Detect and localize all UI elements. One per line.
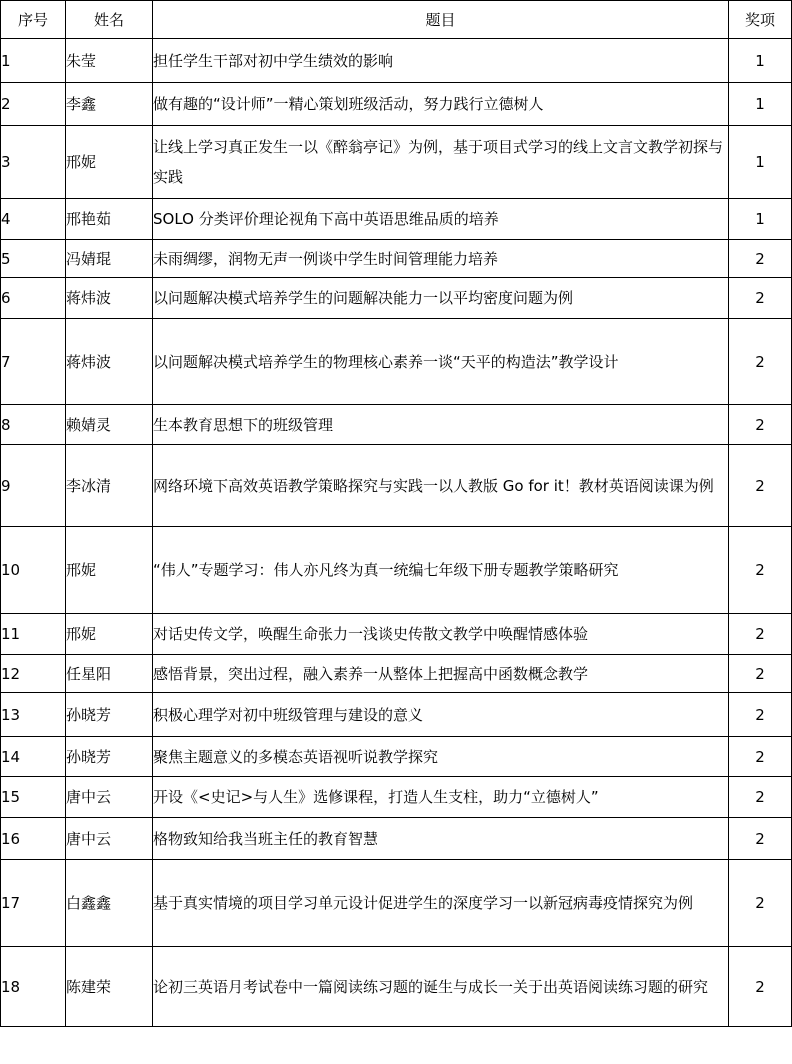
- table-row: [1, 199, 792, 240]
- table-body: [1, 39, 792, 1027]
- award-level: 1: [729, 39, 792, 83]
- row-number: 13: [1, 693, 66, 737]
- paper-title: 积极心理学对初中班级管理与建设的意义: [153, 693, 729, 737]
- paper-title: 论初三英语月考试卷中一篇阅读练习题的诞生与成长一关于出英语阅读练习题的研究: [153, 947, 729, 1027]
- author-name: 陈建荣: [66, 947, 153, 1027]
- award-level: 2: [729, 240, 792, 278]
- row-number: 6: [1, 278, 66, 319]
- paper-title: 基于真实情境的项目学习单元设计促进学生的深度学习一以新冠病毒疫情探究为例: [153, 860, 729, 947]
- paper-title: 以问题解决模式培养学生的物理核心素养一谈“天平的构造法”教学设计: [153, 319, 729, 405]
- table-row: [1, 860, 792, 947]
- author-name: 蒋炜波: [66, 319, 153, 405]
- paper-title: “伟人”专题学习：伟人亦凡终为真一统编七年级下册专题教学策略研究: [153, 527, 729, 614]
- paper-title: 感悟背景，突出过程，融入素养一从整体上把握高中函数概念教学: [153, 655, 729, 693]
- row-number: 16: [1, 818, 66, 860]
- award-level: 2: [729, 278, 792, 319]
- row-number: 11: [1, 614, 66, 655]
- paper-title: 做有趣的“设计师”一精心策划班级活动，努力践行立德树人: [153, 83, 729, 126]
- author-name: 孙晓芳: [66, 737, 153, 777]
- header-title: 题目: [153, 1, 729, 39]
- row-number: 3: [1, 126, 66, 199]
- header-no: 序号: [1, 1, 66, 39]
- paper-title: 以问题解决模式培养学生的问题解决能力一以平均密度问题为例: [153, 278, 729, 319]
- award-level: 2: [729, 614, 792, 655]
- row-number: 5: [1, 240, 66, 278]
- author-name: 唐中云: [66, 777, 153, 818]
- paper-title: 让线上学习真正发生一以《醉翁亭记》为例，基于项目式学习的线上文言文教学初探与实践: [153, 126, 729, 199]
- row-number: 15: [1, 777, 66, 818]
- header-award: 奖项: [729, 1, 792, 39]
- table-row: [1, 405, 792, 445]
- row-number: 14: [1, 737, 66, 777]
- author-name: 蒋炜波: [66, 278, 153, 319]
- row-number: 8: [1, 405, 66, 445]
- award-level: 2: [729, 777, 792, 818]
- paper-title: 生本教育思想下的班级管理: [153, 405, 729, 445]
- row-number: 17: [1, 860, 66, 947]
- author-name: 孙晓芳: [66, 693, 153, 737]
- author-name: 白鑫鑫: [66, 860, 153, 947]
- row-number: 10: [1, 527, 66, 614]
- header-name: 姓名: [66, 1, 153, 39]
- table-row: [1, 319, 792, 405]
- paper-title: 网络环境下高效英语教学策略探究与实践一以人教版 Go for it！教材英语阅读课为例: [153, 445, 729, 527]
- table-row: [1, 777, 792, 818]
- author-name: 冯婧琨: [66, 240, 153, 278]
- award-level: 2: [729, 818, 792, 860]
- paper-title: 开设《<史记>与人生》选修课程，打造人生支柱，助力“立德树人”: [153, 777, 729, 818]
- row-number: 4: [1, 199, 66, 240]
- award-level: 2: [729, 405, 792, 445]
- author-name: 邢妮: [66, 527, 153, 614]
- award-level: 2: [729, 737, 792, 777]
- author-name: 唐中云: [66, 818, 153, 860]
- award-level: 1: [729, 126, 792, 199]
- award-level: 2: [729, 527, 792, 614]
- award-level: 2: [729, 655, 792, 693]
- row-number: 7: [1, 319, 66, 405]
- header-row: [1, 1, 792, 39]
- award-level: 2: [729, 445, 792, 527]
- award-level: 1: [729, 199, 792, 240]
- award-level: 2: [729, 693, 792, 737]
- table-row: [1, 445, 792, 527]
- row-number: 18: [1, 947, 66, 1027]
- table-row: [1, 737, 792, 777]
- paper-title: 格物致知给我当班主任的教育智慧: [153, 818, 729, 860]
- author-name: 赖婧灵: [66, 405, 153, 445]
- award-level: 2: [729, 319, 792, 405]
- author-name: 邢艳茹: [66, 199, 153, 240]
- award-level: 1: [729, 83, 792, 126]
- table-row: [1, 947, 792, 1027]
- author-name: 李冰清: [66, 445, 153, 527]
- author-name: 邢妮: [66, 614, 153, 655]
- table-row: [1, 655, 792, 693]
- row-number: 12: [1, 655, 66, 693]
- award-level: 2: [729, 947, 792, 1027]
- paper-title: 未雨绸缪，润物无声一例谈中学生时间管理能力培养: [153, 240, 729, 278]
- author-name: 李鑫: [66, 83, 153, 126]
- paper-title: 聚焦主题意义的多模态英语视听说教学探究: [153, 737, 729, 777]
- table-row: [1, 83, 792, 126]
- table-row: [1, 818, 792, 860]
- table-row: [1, 240, 792, 278]
- row-number: 2: [1, 83, 66, 126]
- table-row: [1, 614, 792, 655]
- paper-title: 担任学生干部对初中学生绩效的影响: [153, 39, 729, 83]
- paper-title: SOLO 分类评价理论视角下高中英语思维品质的培养: [153, 199, 729, 240]
- award-level: 2: [729, 860, 792, 947]
- author-name: 朱莹: [66, 39, 153, 83]
- paper-title: 对话史传文学，唤醒生命张力一浅谈史传散文教学中唤醒情感体验: [153, 614, 729, 655]
- row-number: 1: [1, 39, 66, 83]
- row-number: 9: [1, 445, 66, 527]
- table-row: [1, 527, 792, 614]
- table-row: [1, 39, 792, 83]
- table-row: [1, 278, 792, 319]
- author-name: 邢妮: [66, 126, 153, 199]
- table-row: [1, 693, 792, 737]
- author-name: 任星阳: [66, 655, 153, 693]
- table-row: [1, 126, 792, 199]
